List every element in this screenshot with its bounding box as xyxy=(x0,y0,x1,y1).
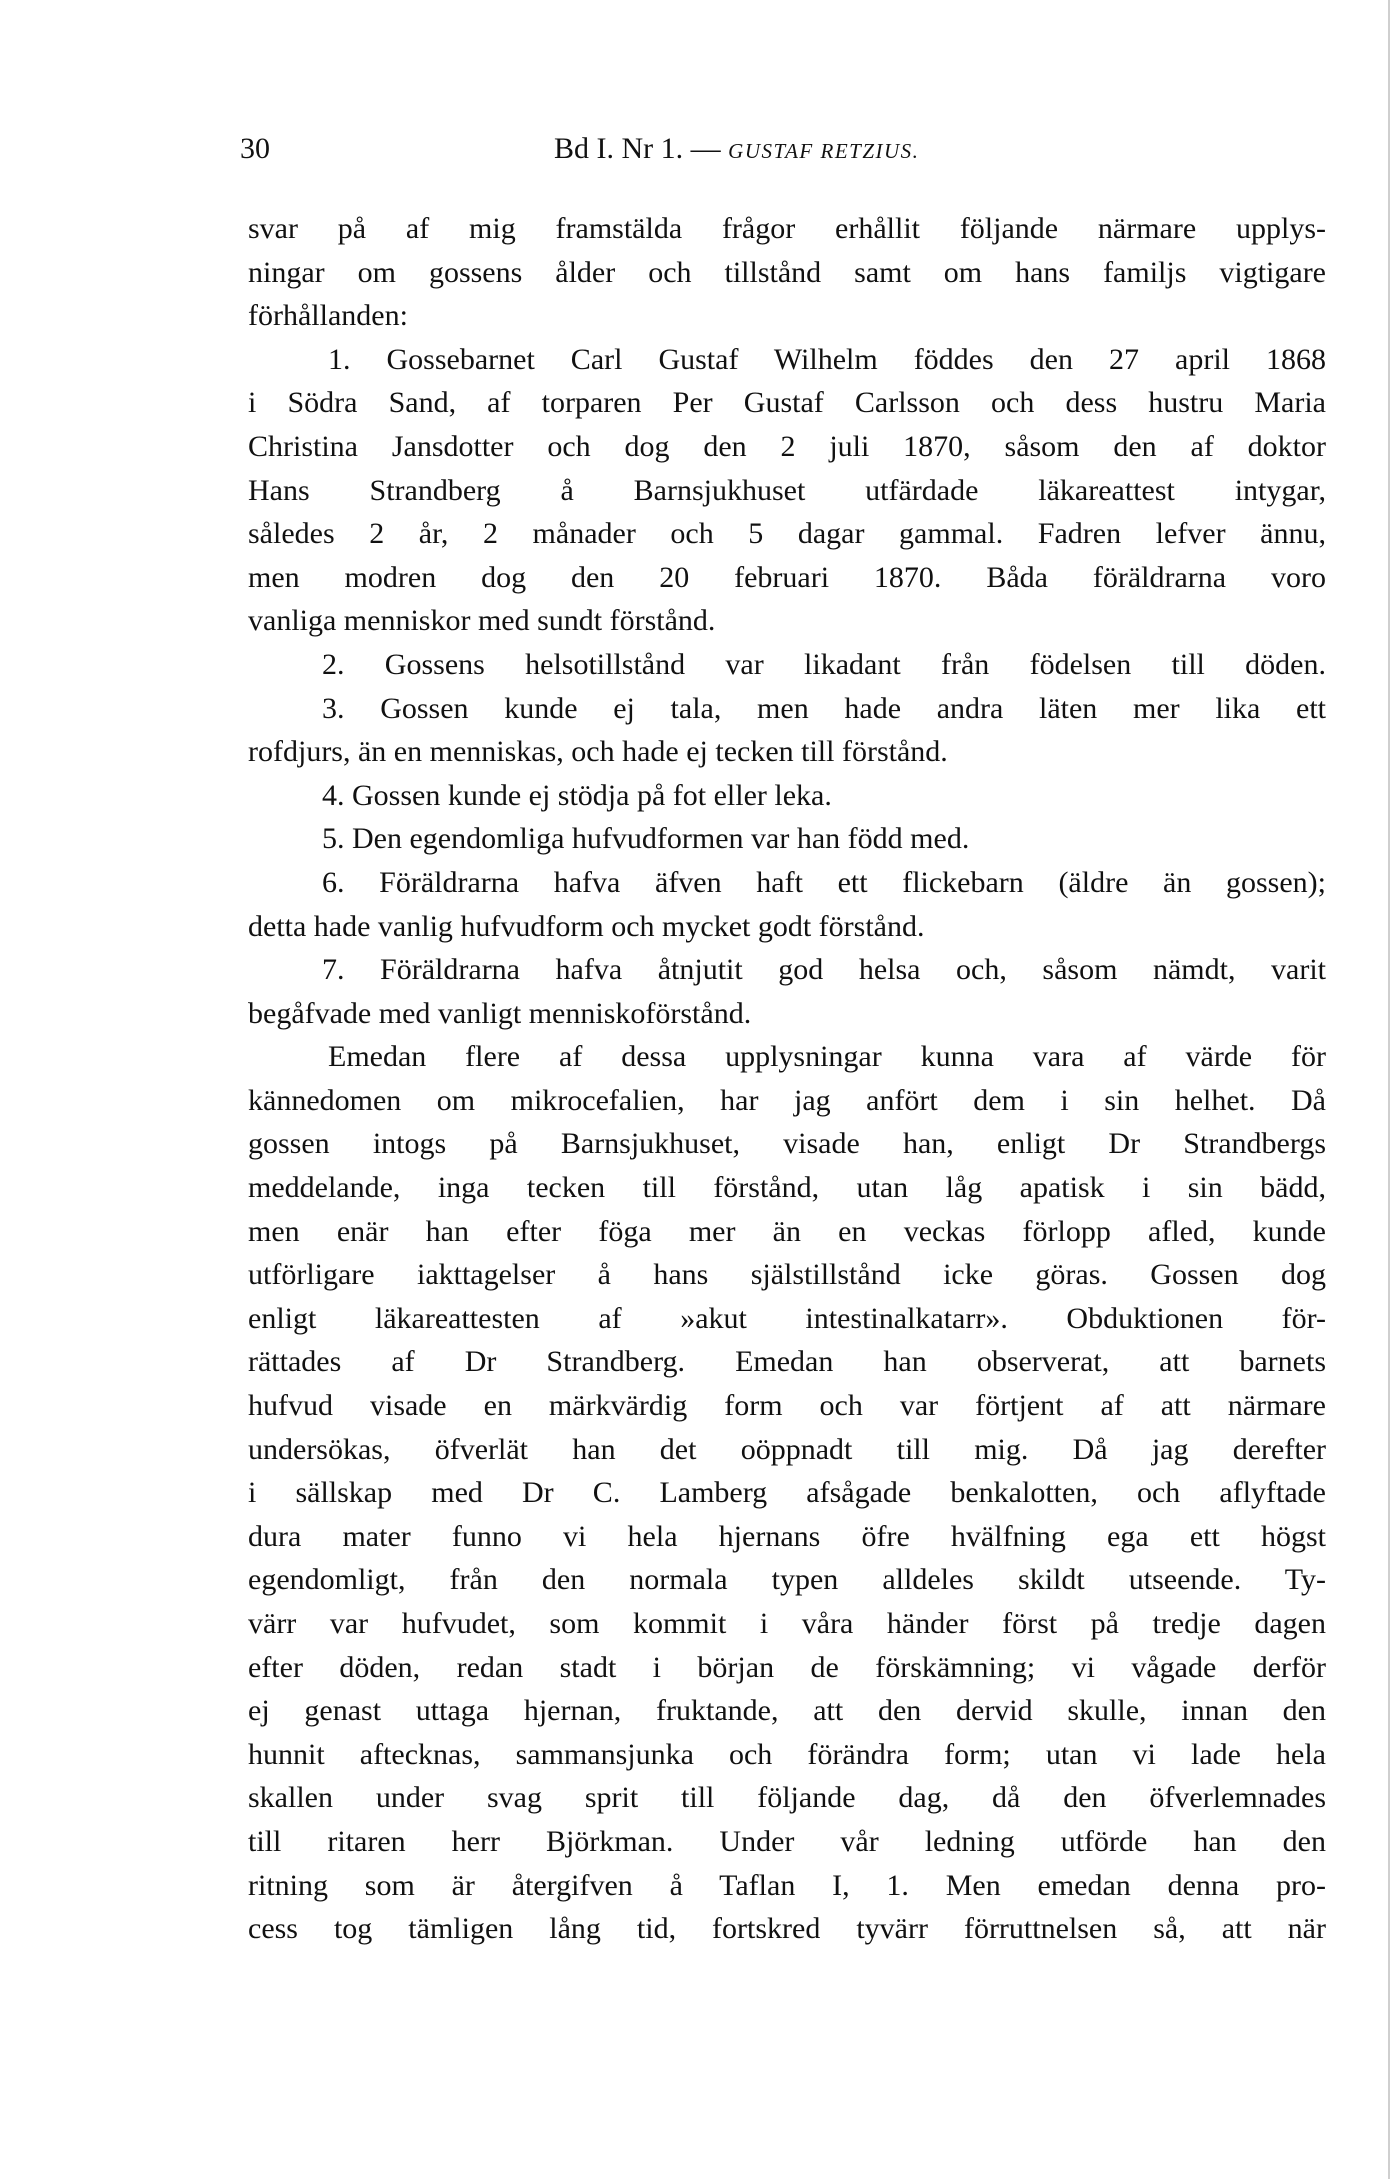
text-line: men modren dog den 20 februari 1870. Båda föräldrarna voro xyxy=(248,560,1326,594)
text-line: svar på af mig framstälda frågor erhållit följande närmare upplys- xyxy=(248,212,1326,245)
page-edge-rule xyxy=(1388,0,1390,2179)
page-number: 30 xyxy=(240,132,270,165)
text-line: efter döden, redan stadt i början de förskämning; vi vågade derför xyxy=(248,1650,1326,1684)
text-line: hufvud visade en märkvärdig form och var förtjent af att närmare xyxy=(248,1389,1326,1423)
text-line: utförligare iakttagelser å hans själstillstånd icke göras. Gossen dog xyxy=(248,1258,1326,1292)
text-line: 5. Den egendomliga hufvudformen var han född med. xyxy=(322,822,970,856)
text-line: detta hade vanlig hufvudform och mycket godt förstånd. xyxy=(248,909,925,943)
text-line: 7. Föräldrarna hafva åtnjutit god helsa och, såsom nämdt, varit xyxy=(322,953,1326,987)
running-header xyxy=(240,132,1330,172)
text-line: enligt läkareattesten af »akut intestinalkatarr». Obduktionen för- xyxy=(248,1301,1326,1335)
text-line: 2. Gossens helsotillstånd var likadant från födelsen till döden. xyxy=(322,647,1326,681)
text-line: gossen intogs på Barnsjukhuset, visade han, enligt Dr Strandbergs xyxy=(248,1127,1326,1161)
text-line: till ritaren herr Björkman. Under vår ledning utförde han den xyxy=(248,1824,1326,1858)
text-line: rättades af Dr Strandberg. Emedan han observerat, att barnets xyxy=(248,1345,1326,1379)
text-line: 3. Gossen kunde ej tala, men hade andra läten mer lika ett xyxy=(322,691,1326,725)
text-line: cess tog tämligen lång tid, fortskred tyvärr förruttnelsen så, att när xyxy=(248,1912,1326,1946)
text-line: 6. Föräldrarna hafva äfven haft ett flickebarn (äldre än gossen); xyxy=(322,865,1326,899)
text-line: ej genast uttaga hjernan, fruktande, att den dervid skulle, innan den xyxy=(248,1694,1326,1728)
text-line: förhållanden: xyxy=(248,299,408,333)
text-line: Hans Strandberg å Barnsjukhuset utfärdade läkareattest intygar, xyxy=(248,473,1326,507)
text-line: Christina Jansdotter och dog den 2 juli 1870, såsom den af doktor xyxy=(248,429,1326,463)
text-line: rofdjurs, än en menniskas, och hade ej tecken till förstånd. xyxy=(248,735,948,769)
text-line: skallen under svag sprit till följande dag, då den öfverlemnades xyxy=(248,1781,1326,1815)
text-line: undersökas, öfverlät han det oöppnadt till mig. Då jag derefter xyxy=(248,1432,1326,1466)
text-line: vanliga menniskor med sundt förstånd. xyxy=(248,604,716,638)
text-line: ningar om gossens ålder och tillstånd samt om hans familjs vigtigare xyxy=(248,255,1326,289)
text-line: 4. Gossen kunde ej stödja på fot eller leka. xyxy=(322,778,832,812)
text-line: 1. Gossebarnet Carl Gustaf Wilhelm föddes den 27 april 1868 xyxy=(328,342,1326,376)
running-head xyxy=(554,132,919,166)
text-line: egendomligt, från den normala typen alldeles skildt utseende. Ty- xyxy=(248,1563,1326,1597)
text-line: kännedomen om mikrocefalien, har jag anfört dem i sin helhet. Då xyxy=(248,1083,1326,1117)
text-line: ritning som är återgifven å Taflan I, 1. Men emedan denna pro- xyxy=(248,1868,1326,1902)
text-line: begåfvade med vanligt menniskoförstånd. xyxy=(248,996,752,1030)
text-line: värr var hufvudet, som kommit i våra händer först på tredje dagen xyxy=(248,1607,1326,1640)
volume-issue: Bd I. Nr 1. — xyxy=(554,132,721,165)
text-line: i Södra Sand, af torparen Per Gustaf Carlsson och dess hustru Maria xyxy=(248,386,1326,420)
text-line: meddelande, inga tecken till förstånd, utan låg apatisk i sin bädd, xyxy=(248,1171,1326,1205)
text-line: hunnit aftecknas, sammansjunka och förändra form; utan vi lade hela xyxy=(248,1737,1326,1771)
body-text xyxy=(248,207,1326,1951)
text-line: i sällskap med Dr C. Lamberg afsågade benkalotten, och aflyftade xyxy=(248,1476,1326,1510)
text-line: således 2 år, 2 månader och 5 dagar gammal. Fadren lefver ännu, xyxy=(248,517,1326,551)
text-line: dura mater funno vi hela hjernans öfre hvälfning ega ett högst xyxy=(248,1519,1326,1553)
text-line: Emedan flere af dessa upplysningar kunna vara af värde för xyxy=(328,1040,1326,1074)
running-head-author: GUSTAF RETZIUS. xyxy=(728,139,920,163)
text-line: men enär han efter föga mer än en veckas förlopp afled, kunde xyxy=(248,1214,1326,1248)
